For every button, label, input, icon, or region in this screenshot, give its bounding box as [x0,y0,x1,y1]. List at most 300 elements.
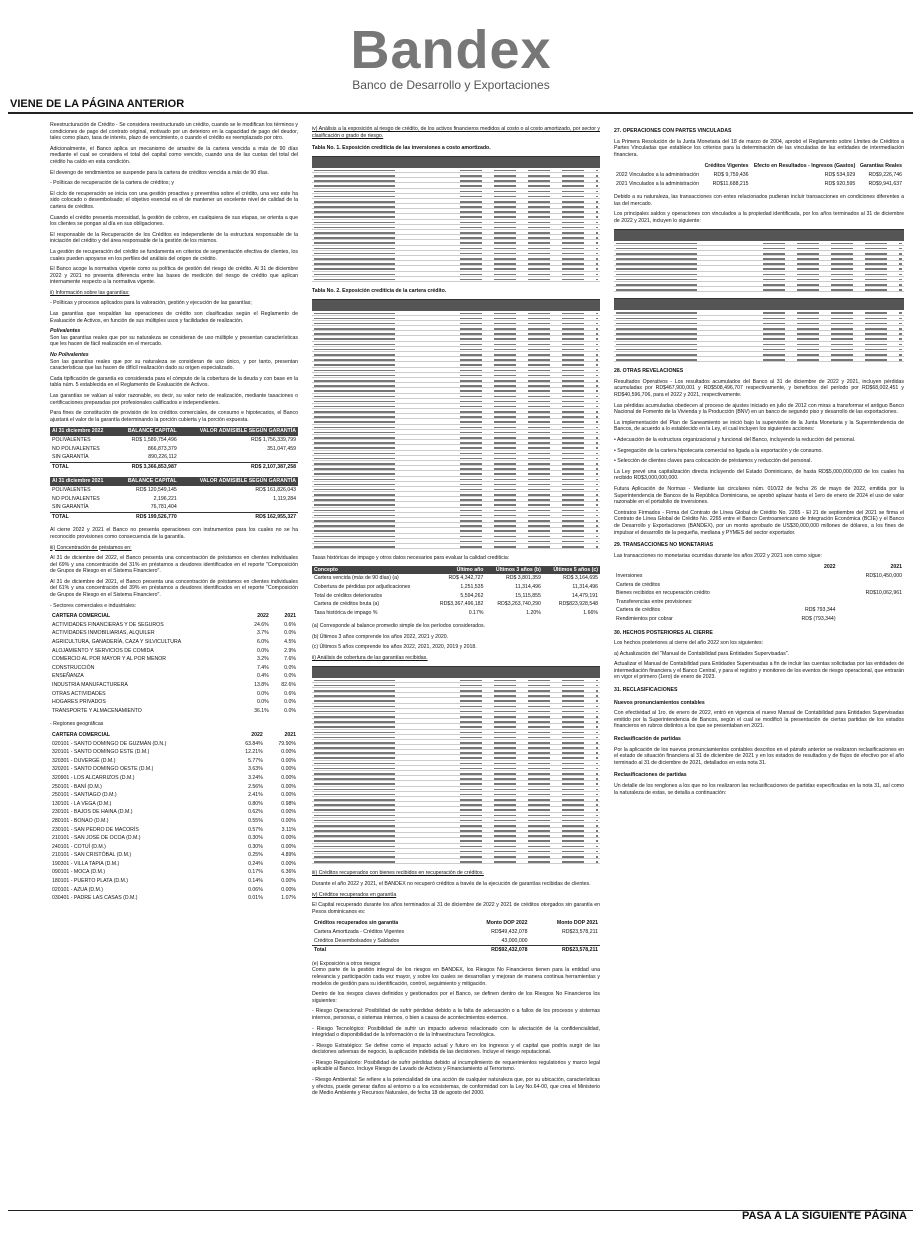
table-row [614,589,904,598]
investments-exposure-table [312,156,600,282]
table-cell: Inversiones [616,572,643,579]
table-cell: 0.00% [281,766,296,773]
table-row: 2022 Vinculados a la administración RD$ 9,759,436 RD$ 534,929 RD$9,226,746 [616,171,902,178]
table-row [614,357,904,362]
para-saldos: Los principales saldos y operaciones con vinculados a la propiedad identificada, por los años terminados al 31 de diciembre de 2022 y 2021, incluyen lo siguiente: [614,211,904,224]
table-cell: 2.9% [284,647,296,654]
table-row [50,877,298,886]
table-row: 2021 Vinculados a la administración RD$11,688,215 RD$ 920,595 RD$9,941,637 [616,180,902,187]
para-cierre: Al cierre 2022 y 2021 el Banco no presenta operaciones con instrumentos para los cuales no se ha reconocido provisiones como consecuencia de la garantía. [50,527,298,540]
table-cell: 0.62% [248,809,263,816]
table-cell: RD$3,263,740,290 [497,601,541,608]
related-parties-table [614,162,904,188]
table-cell: 3.63% [248,766,263,773]
table-cell: 0.00% [281,817,296,824]
para-futura: Futura Aplicación de Normas - Mediante las circulares núm. 010/22 de fecha 26 de mayo de 2022, emitida por la Superintendencia de Bancos de la República Dominicana, se aprobó aplazar hasta el 1ero de enero de 2024 el uso de valor razonable en el portafolio de inversiones. [614,486,904,506]
bullet-operacional: - Riesgo Operacional: Posibilidad de sufrir pérdidas debido a la falta de adecuación o a fallos de los procesos y sistemas internos, personas, o sistemas internos, o bien a causa de acontecimientos externos. [312,1008,600,1021]
table-row [614,287,904,292]
table-cell: 320101 - SANTO DOMINGO ESTE (D.M.) [52,749,150,756]
table-cell: 0.98% [281,800,296,807]
table-cell: 0.00% [281,774,296,781]
table-row [50,647,298,656]
pv-col-3: Garantías Reales [859,163,902,170]
section-30-heading: 30. HECHOS POSTERIORES AL CIERRE [614,629,713,636]
table-cell: Cartera vencida (más de 90 días) (a) [314,575,399,582]
rec-col-2: Monto DOP 2021 [556,920,598,927]
table-cell: TRANSPORTE Y ALMACENAMIENTO [52,707,142,714]
table-cell: 190301 - VILLA TAPIA (D.M.) [52,860,120,867]
table-row [50,808,298,817]
table-cell: 320201 - SANTO DOMINGO OESTE (D.M.) [52,766,154,773]
table-cell: 0.00% [281,757,296,764]
guarantees-table-2022 [50,427,298,471]
table-row [50,629,298,638]
table-cell: 0.00% [281,749,296,756]
para-concentracion-2022: Al 31 de diciembre del 2022, el Banco presenta una concentración de préstamos en clientes individuales del 69% y una concentración del 31% en préstamos a deudores identificados en el reporte "Composición de Grupos de Riesgo en el Sistema Financiero". [50,555,298,575]
table-cell: 0.17% [248,869,263,876]
table-cell: 2.41% [248,792,263,799]
heading-polivalentes: Polivalentes [50,328,81,335]
table-cell [775,572,838,581]
subheading-concentracion: iii) Concentración de préstamos en: [50,544,132,551]
para-perdidas: Las pérdidas acumuladas obedecen al proceso de ajustes iniciado en julio de 2012 con miras a transformar el antiguo Banco Nacional de Fomento de la Vivienda y la Producción (BNV) en un banco de segundo piso y desarrollo de las exportaciones. [614,402,904,416]
table-cell: 4.5% [284,639,296,646]
bullet-regulatorio: - Riesgo Regulatorio: Posibilidad de sufrir pérdidas debido al incumplimiento de requerimientos regulatorios y marco legal aplicable al Banco. Incluye Riesgo de Lavado de Activos y Financiamiento al Terrorismo. [312,1059,600,1073]
guarantee-coverage-table [312,666,600,865]
regions-col-0: CARTERA COMERCIAL [52,731,111,738]
table-cell: 0.00% [281,835,296,842]
table-cell: 36.1% [254,707,269,714]
table-cell: 020101 - AZUA (D.M.) [52,886,104,893]
bullet-segregacion: • Segregación de la cartera hipotecaria comercial no ligada a la exportación y de consumo. [614,447,823,454]
nm-col-0 [614,563,775,572]
table-cell: RD$ 3,164,695 [563,575,598,582]
table-row: NO POLIVALENTES 2,196,221 1,119,284 [52,495,296,502]
table-row [50,672,298,681]
para-tipificacion: Cada tipificación de garantía es considerada para el cómputo de la cobertura de la deuda y con base en la tabla núm. 5 establecida en el Reglamento de Evaluación de Activos. [50,375,298,389]
para-riesgos-claves: Dentro de los riesgos claves definidos y gestionados por el Banco, se definen dentro de los Riesgos No Financieros los siguientes: [312,991,600,1004]
table-cell: RD$ 4,342,727 [448,575,484,582]
table-cell [775,581,838,590]
t2-title: Al 31 diciembre 2021 [50,477,116,486]
table-cell: 0.0% [284,673,296,680]
para-provision: Para fines de constitución de provisión de los créditos comerciales, de consumo e hipotecarios, el Banco ajustará el valor de la garantía determinando la porción cubierta y la porción expuesta. [50,410,298,423]
table-cell [838,581,904,590]
table-cell: 0.00% [281,878,296,885]
table-cell: Bienes recibidos en recuperación crédito [616,590,710,597]
table-cell: 0.00% [281,860,296,867]
t1-h1: BALANCE CAPITAL [116,427,179,436]
t2-h1: BALANCE CAPITAL [116,477,179,486]
heading-reclasificacion: Reclasificación de partidas [614,736,681,743]
table-cell: 240101 - COTUÍ (D.M.) [52,843,106,850]
note-a: (a) Corresponde al balance promedio simple de los períodos considerados. [312,623,486,630]
rec-col-1: Monto DOP 2022 [486,920,528,927]
para-arrastre: Adicionalmente, el Banco aplica un mecanismo de arrastre de la cartera vencida a más de 90 días mediante el cual se considera el total del capital como vencido, cuando una de las cuotas del total del crédito ha caído en esta condición. [50,145,298,165]
table-cell: 3.7% [256,630,269,637]
subheading-recuperados-bienes: iii) Créditos recuperados con bienes recibidos en recuperación de créditos. [312,870,484,877]
sectors-heading: - Sectores comerciales e industriales: [50,602,137,609]
logo-subtitle: Banco de Desarrollo y Exportaciones [352,78,550,92]
pv-col-0 [614,162,702,171]
table-cell: 0.25% [248,852,263,859]
table-cell: 210101 - SAN JOSÉ DE OCOA (D.M.) [52,835,141,842]
table-cell: 6.36% [281,869,296,876]
table-row [50,791,298,800]
table-cell: 230101 - SAN PEDRO DE MACORÍS [52,826,139,833]
rec-col-0: Créditos recuperados sin garantía [314,920,399,927]
tabla-1-caption: Tabla No. 1. Exposición crediticia de las inversiones a costo amortizado. [312,145,491,152]
note-c: (c) Últimos 5 años comprende los años 2022, 2021, 2020, 2019 y 2018. [312,644,477,651]
regions-col-1: 2022 [251,731,263,738]
table-cell: 0.4% [256,673,269,680]
table-cell: 180101 - PUERTO PLATA (D.M.) [52,878,129,885]
table-row [50,774,298,783]
regions-col-2: 2021 [284,731,296,738]
loan-portfolio-exposure-table [312,299,600,550]
table-cell: ENSEÑANZA [52,673,84,680]
table-cell: 320301 - DUVERGÉ (D.M.) [52,757,116,764]
para-politicas-recuperacion: - Políticas de recuperación de la cartera de créditos; y [50,180,174,187]
table-total-row: TOTAL RD$ 3,366,853,987 RD$ 2,107,387,258 [52,463,296,470]
para-no-monetarias: Las transacciones no monetarias ocurridas durante los años 2022 y 2021 son como sigue: [614,552,822,559]
table-cell [838,615,904,624]
para-recuperados: Durante el año 2022 y 2021, el BANDEX no recuperó créditos a través de la ejecución de garantías recibidas de clientes. [312,881,591,887]
table-cell: 1,251,535 [460,583,484,590]
para-naturaleza: Debido a su naturaleza, las transacciones con entes relacionados pudieran incluir transacciones en condiciones diferentes a las del mercado. [614,194,904,207]
table-cell: 6.0% [256,639,269,646]
table-cell: 4.89% [281,852,296,859]
table-cell: 0.00% [281,886,296,893]
sectors-table [50,612,298,715]
table-cell: 0.00% [281,809,296,816]
table-row: SIN GARANTÍA 76,781,404 [52,504,177,511]
table-cell: 280101 - BONAO (D.M.) [52,817,109,824]
subheading-recuperados-garantia: iv) Créditos recuperados en garantía [312,891,397,898]
tabla-2-caption: Tabla No. 2. Exposición crediticia de la cartera crédito. [312,287,447,294]
table-row [50,868,298,877]
para-polivalentes: Son las garantías reales que por su naturaleza se consideran de uso múltiple y presentan características que les hacen de fácil realización en el mercado. [50,334,298,348]
table-cell: 3.11% [281,826,296,833]
table-row [312,600,600,609]
table-row [50,851,298,860]
table-cell: 79.90% [278,740,296,747]
bullet-estrategico: - Riesgo Estratégico: Se define como el impacto actual y futuro en los ingresos y el capital que podría surgir de las decisiones adversas de negocio, la aplicación indebida de las decisiones. Incluye el riesgo reputacional. [312,1042,600,1056]
table-cell: 0.0% [284,707,296,714]
table-cell: Cartera de créditos [616,607,661,614]
related-balances-table-2022 [614,229,904,293]
table-cell: 0.57% [248,826,263,833]
table-cell: 0.14% [248,878,263,885]
bullet-estructura: • Adecuación de la estructura organizacional y funcional del Banco, incluyendo la reducción del personal. [614,437,856,444]
table-row [312,544,600,549]
table-cell: RD$ (793,344) [801,615,836,622]
continued-on-label: PASA A LA SIGUIENTE PÁGINA [741,1210,907,1222]
table-cell: 0.6% [284,690,296,697]
tasas-heading: Tasas históricas de impago y otros datos necesarios para evaluar la calidad crediticia: [312,555,510,562]
table-cell: RD$ 793,344 [804,607,836,614]
table-row [50,757,298,766]
table-cell: RD$10,450,000 [865,572,902,579]
para-ciclo: El ciclo de recuperación se inicia con una gestión proactiva y preventiva sobre el crédito, una vez este ha sido colocado o desembolsado; el objetivo esencial es el de mantener un excelente nivel de calidad de la cartera de créditos. [50,190,298,210]
table-cell: 5,594,262 [460,592,484,599]
t1-h2: VALOR ADMISIBLE SEGÚN GARANTÍA [179,427,298,436]
para-reestructuracion: Reestructuración de Crédito - Se considera reestructurado un crédito, cuando se le modifican los términos y condiciones de pago del contrato original, motivado por un deterioro en la capacidad de pago del deudor, tales como plazo, tasa de interés, plazo de vencimiento, o cuando el crédito es reemplazado por otro. [50,122,298,142]
table-row [50,690,298,699]
table-row [50,681,298,690]
section-27-heading: 27. OPERACIONES CON PARTES VINCULADAS [614,128,732,134]
table-cell: 250101 - BANÍ (D.M.) [52,783,102,790]
para-riesgos-no-financieros: Como parte de la gestión integral de los riesgos en BANDEX, los Riesgos No Financieros tienen para la entidad una relevancia y participación cada vez mayor, y sobre los cuales se desarrollan y mejoran de manera continua herramientas y modelos de gestión para su identificación, control, seguimiento y mitigación. [312,967,600,987]
para-efectividad: Con efectividad al 1ro. de enero de 2022, entró en vigencia el nuevo Manual de Contabilidad para Entidades Supervisadas emitido por la Superintendencia de Bancos, según el cual se modificó la presentación de ciertas partidas de los estados financieros en rubros distintos a los que se presentaban en 2021. [614,710,904,730]
para-contratos: Contratos Firmados - Firma del Contrato de Línea Global de Crédito No. 2265 - El 21 de septiembre del 2021 se firma el Contrato de Línea Global de Crédito No. 2265 entre el Banco Centroamericano de Integración Económica (BCIE) y el Banco de Desarrollo y Exportaciones (BANDEX), por un monto aprobado de US$30,000,000 millones de dólares, a los fines de impulsar el desarrollo de la pequeña, mediana y PYMES del sector exportador. [614,509,904,536]
table-cell: 82.6% [281,682,296,688]
para-manual: a) Actualización del "Manual de Contabilidad para Entidades Supervisadas". [614,650,789,657]
para-saneamiento: La implementación del Plan de Saneamiento se inició bajo la supervisión de la Junta Monetaria y la Superintendencia de Bancos, de acuerdo a lo establecido en la Ley, el cual incluyen los siguientes acciones: [614,419,904,433]
table-cell: 0.17% [468,609,484,616]
table-cell: 0.0% [256,690,269,697]
table-cell: 0.80% [248,800,263,807]
tasas-col-0: Concepto [312,566,430,575]
table-cell: 0.01% [248,895,263,902]
table-row [50,740,298,749]
table-row: Créditos Desembolsados y Saldados 43,000,000 [314,937,528,944]
subheading-otros-riesgos: (e) Exposición a otros riesgos [312,960,381,967]
table-cell: 2.56% [248,783,263,790]
table-cell: 0.30% [248,843,263,850]
para-reclasificacion: Por la aplicación de los nuevos pronunciamientos contables descritos en el párrafo anterior se realizaron reclasificaciones en el estado de situación financiera al 31 de diciembre de 2021 y en los estados de resultados y de flujos de efectivo por el año terminado al 31 de diciembre de 2021, detallados en esta nota 31. [614,746,904,766]
table-total-row: Total RD$92,432,078 RD$23,578,211 [314,947,598,954]
pv-col-2: Efecto en Resultados - Ingresos (Gastos) [753,163,856,170]
table-row [312,592,600,601]
table-cell: 7.6% [284,656,296,663]
table-cell: ACTIVIDADES INMOBILIARIAS, ALQUILER [52,630,155,637]
table-cell: 250101 - SANTIAGO (D.M.) [52,792,117,799]
table-cell: 230101 - BAJOS DE HAINA (D.M.) [52,809,133,816]
table-cell: 24.6% [254,621,269,628]
table-total-row: TOTAL RD$ 199,526,770 RD$ 162,955,327 [52,513,296,520]
heading-nuevos: Nuevos pronunciamientos contables [614,699,705,706]
table-cell: 0.00% [281,792,296,799]
table-cell: 0.6% [284,621,296,628]
table-cell: 090101 - MOCA (D.M.) [52,869,106,876]
table-cell: 12.21% [245,749,263,756]
section-31-heading: 31. RECLASIFICACIONES [614,687,678,694]
table-row [50,886,298,895]
sectors-col-2: 2021 [284,613,296,620]
table-cell: 0.55% [248,817,263,824]
table-row [614,598,904,607]
para-actualizar: Actualizar el Manual de Contabilidad para Entidades Supervisadas a fin de incluir las cuentas solicitadas por las entidades de intermediación financiera y el Banco Central, y para el registro y monitoreo de los eventos de riesgo operacional, que entrarán en vigor el primero (1ero) de enero de 2023. [614,661,904,681]
subheading-cobertura: ii) Análisis de cobertura de las garantías recibidas. [312,655,428,662]
table-row: POLIVALENTES RD$ 1,589,754,496 RD$ 1,756,339,799 [52,436,296,443]
table-row [614,581,904,590]
subheading-garantias: ii) Información sobre las garantías: [50,289,130,296]
table-row [50,817,298,826]
table-cell [775,589,838,598]
section-28-heading: 28. OTRAS REVELACIONES [614,368,684,375]
tasas-col-1: Último año [430,566,486,575]
para-politicas-garantias: - Políticas y procesos aplicados para la valoración, gestión y ejecución de las garantías; [50,300,252,307]
table-cell: ACTIVIDADES FINANCIERAS Y DE SEGUROS [52,621,164,628]
table-cell: 15,115,855 [515,592,541,599]
table-cell: 1.20% [526,609,541,616]
table-cell: RD$823,928,548 [558,601,598,608]
table-row [50,860,298,869]
table-cell: 030401 - PADRE LAS CASAS (D.M.) [52,895,138,902]
table-cell: 0.0% [256,699,269,706]
table-row: POLIVALENTES RD$ 120,549,145 RD$ 161,826,043 [52,486,296,493]
table-cell: ALOJAMIENTO Y SERVICIOS DE COMIDA [52,647,154,654]
para-capital-recuperado: El Capital recuperado durante los años terminados al 31 de diciembre de 2022 y 2021 de créditos otorgados sin garantía en Pesos dominicanos es: [312,902,600,915]
table-cell: 13.8% [254,682,269,688]
table-cell: Total de créditos deteriorados [314,592,383,599]
table-cell: 3.2% [256,656,269,663]
table-cell: RD$10,062,961 [865,590,902,597]
t1-title: Al 31 diciembre 2022 [50,427,116,436]
logo-wordmark: Bandex [350,20,552,80]
table-cell: 0.00% [281,783,296,790]
table-cell: RD$ 3,801,359 [505,575,541,582]
para-capitalizacion: La Ley prevé una capitalización directa incluyendo del Estado Dominicano, de hasta RD$5,000,000,000 de los cuales ha recibido RD$3,000,000,000. [614,468,904,482]
pv-col-1: Créditos Vigentes [704,163,749,170]
table-row [50,655,298,664]
table-cell: 3.24% [248,774,263,781]
table-cell: 0.0% [284,664,296,671]
regions-table [50,731,298,903]
table-row [312,859,600,864]
para-gestion: La gestión de recuperación del crédito se fundamenta en criterios de segmentación efectiva de clientes, los cuales pueden apoyarse en los perfiles del análisis del origen de crédito. [50,248,298,262]
table-row [50,664,298,673]
note-b: (b) Últimos 3 años comprende los años 2022, 2021 y 2020. [312,633,449,640]
table-row: SIN GARANTÍA 890,226,112 [52,454,177,461]
para-responsable: El responsable de la Recuperación de los Créditos es independiente de la estructura responsable de la iniciación del crédito y del área responsable de la gestión de los mismos. [50,231,298,245]
regions-heading: - Regiones geográficas [50,721,104,728]
tasas-col-3: Últimos 5 años (c) [543,566,600,575]
table-cell: 0.24% [248,860,263,867]
table-row [50,783,298,792]
table-row [50,748,298,757]
column-2 [312,122,600,1204]
table-cell: 14,479,191 [572,592,598,599]
table-cell: 5.77% [248,757,263,764]
subheading-exposicion: iv) Análisis a la exposición al riesgo de crédito, de los activos financieros medidos al costo o al costo amortizado, por sector y clasificación o grado de riesgo. [312,126,600,139]
bullet-ambiental: - Riesgo Ambiental: Se refiere a la potencialidad de una acción de cualquier naturaleza que, por su ubicación, características y efectos, puede generar daños al entorno o a los ecosistemas, de conformidad con la Ley No.64-00, que crea el Ministerio de Medio Ambiente y Recursos Naturales, de fecha 18 de agosto del 2000. [312,1077,600,1097]
para-resolucion: La Primera Resolución de la Junta Monetaria del 18 de marzo de 2004, aprobó el Reglamento sobre Límites de Créditos a Partes Vinculadas que establece los criterios para la determinación de las vinculadas de las entidades de intermediación financiera. [614,138,904,158]
para-normativa: El Banco acoge la normativa vigente como su política de gestión del riesgo de crédito. Al 31 de diciembre 2022 y 2021 no presenta diferencia entre las bases de medición del riesgo de crédito que aplican internamente respecto a la normativa vigente. [50,266,298,286]
non-monetary-table [614,563,904,623]
table-cell: 0.0% [284,630,296,637]
heading-no-polivalentes: No Polivalentes [50,352,89,359]
table-row [50,765,298,774]
table-row [50,638,298,647]
table-row [50,800,298,809]
bullet-tecnologico: - Riesgo Tecnológico: Posibilidad de sufrir un impacto adverso relacionado con la afectación de la confidencialidad, integridad o disponibilidad de la información o de la Infraestructura Tecnológica. [312,1025,600,1039]
table-row [50,894,298,903]
table-cell: Tasa histórica de impago % [314,609,378,616]
table-cell: Cartera de créditos bruta (a) [314,601,380,608]
table-row [614,572,904,581]
table-cell: 7.4% [256,664,269,671]
table-cell: Cartera de créditos [616,581,661,588]
table-cell: 0.00% [281,843,296,850]
table-row [312,277,600,282]
para-resultados: Resultados Operativos - Los resultados acumulados del Banco al 31 de diciembre de 2022 y 2021, incluyen pérdidas acumuladas por RD$467,900,001 y RD$508,496,707 respectivamente, y beneficios del período por RD$68,002,451 y RD$40,596,706, para el 2022 y 2021, respectivamente. [614,378,904,399]
table-cell: Transferencias entre provisiones: [616,598,693,605]
table-row [50,621,298,630]
table-row: NO POLIVALENTES 866,873,379 351,047,459 [52,445,296,452]
table-cell: 0.06% [248,886,263,893]
para-devengo: El devengo de rendimientos se suspende para la cartera de créditos vencida a más de 90 días. [50,169,269,176]
table-row [614,606,904,615]
para-valuacion: Las garantías se valúan al valor razonable, es decir, su valor neto de realización, mediante tasaciones o certificaciones preparadas por profesionales calificados e independientes. [50,393,298,406]
section-29-heading: 29. TRANSACCIONES NO MONETARIAS [614,542,714,549]
sectors-col-1: 2022 [257,613,269,620]
table-cell: 0.0% [256,647,269,654]
t2-h2: VALOR ADMISIBLE SEGÚN GARANTÍA [179,477,298,486]
table-cell: 130101 - LA VEGA (D.M.) [52,800,112,807]
table-cell [838,606,904,615]
table-cell: Cobertura de pérdidas por adjudicaciones [314,583,411,590]
table-row [614,615,904,624]
table-cell: 1.66% [583,609,598,616]
heading-reclasificaciones: Reclasificaciones de partidas [614,772,687,779]
bullet-seleccion: • Selección de clientes claves para colocación de préstamos y reducción del personal. [614,458,812,465]
table-cell: 63.84% [245,740,263,747]
para-detalle: Un detalle de los renglones a los que no los realizaron las reclasificaciones de partidas especificadas en la nota 31, así como la naturaleza de estas, se detalla a continuación: [614,783,904,796]
table-row [50,707,298,716]
table-cell: CONSTRUCCIÓN [52,664,95,671]
para-no-polivalentes: Son las garantías reales que por su naturaleza se consideran de uso único, y por tanto, presentan características que las hacen de difícil realización dado su origen especializado. [50,358,298,372]
table-cell: 1.07% [281,895,296,902]
table-cell: COMERCIO AL POR MAYOR Y AL POR MENOR [52,656,167,663]
table-cell: Rendimientos por cobrar [616,615,673,622]
column-3 [614,122,904,1204]
para-hechos: Los hechos posteriores al cierre del año 2022 son los siguientes: [614,640,764,647]
tasas-col-2: Últimos 3 años (b) [485,566,542,575]
default-rates-table [312,566,600,618]
table-cell: 210101 - SAN CRISTÓBAL (D.M.) [52,852,132,859]
table-row [312,574,600,583]
para-concentracion-2021: Al 31 de diciembre del 2021, el Banco presenta una concentración de préstamos en clientes individuales del 61% y una concentración del 39% en préstamos a deudores identificados en el reporte "Composición de Grupos de Riesgo en el Sistema Financiero". [50,578,298,599]
table-row [312,609,600,618]
table-cell: 0.0% [284,699,296,706]
table-cell [775,598,838,607]
table-cell: RD$3,367,496,182 [439,601,484,608]
nm-col-2: 2021 [890,564,902,571]
bandex-logo [336,22,566,96]
table-cell [838,598,904,607]
table-cell: 11,314,496 [515,583,541,590]
table-cell: INDUSTRIA MANUFACTURERA [52,682,128,688]
page-header [0,0,921,110]
table-cell: 11,314,496 [572,583,598,590]
table-cell: 320901 - LOS ALCARRIZOS (D.M.) [52,774,135,781]
column-1 [50,122,298,1204]
nm-col-1: 2022 [824,564,836,571]
table-row: Cartera Amortizada - Créditos Vigentes RD$49,432,078 RD$23,578,211 [314,928,598,935]
table-cell: OTRAS ACTIVIDADES [52,690,106,697]
related-balances-table-2021 [614,298,904,362]
recovered-credits-table [312,919,600,954]
table-cell: 020101 - SANTO DOMINGO DE GUZMÁN (D.N.) [52,740,167,747]
table-row [50,834,298,843]
table-cell: AGRICULTURA, GANADERÍA, CAZA Y SILVICULTURA [52,639,182,646]
table-cell: 0.30% [248,835,263,842]
continued-from-label: VIENE DE LA PÁGINA ANTERIOR [10,98,185,110]
para-clasificacion: Las garantías que respaldan las operaciones de crédito son clasificadas según el Reglamento de Evaluación de Activos, en función de sus múltiples usos y facilidades de realización. [50,311,298,324]
table-row [50,843,298,852]
